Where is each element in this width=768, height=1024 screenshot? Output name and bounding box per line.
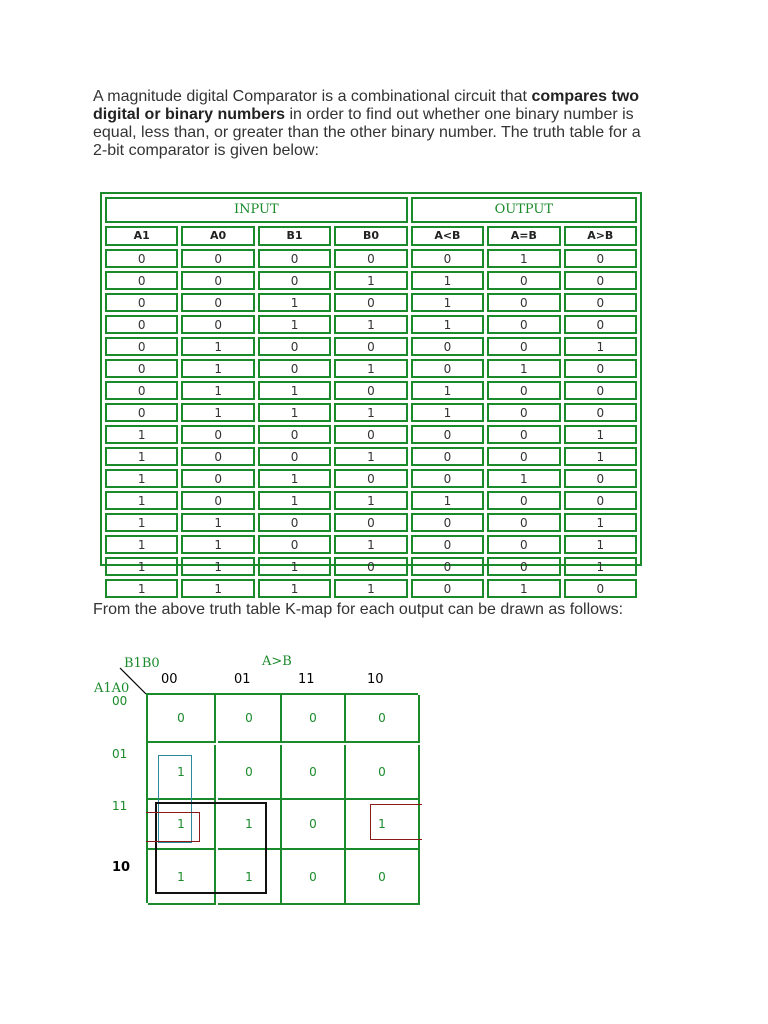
table-cell: 1 [105, 579, 178, 598]
table-cell: 0 [487, 315, 560, 334]
table-cell: 1 [181, 579, 254, 598]
table-cell: 0 [564, 249, 637, 268]
truth-table [100, 192, 642, 596]
table-cell: 1 [487, 469, 560, 488]
table-cell: 0 [487, 403, 560, 422]
table-cell: 1 [258, 491, 331, 510]
table-cell: 1 [334, 579, 407, 598]
table-cell: 1 [258, 403, 331, 422]
column-header: A0 [181, 226, 254, 246]
table-cell: 0 [105, 381, 178, 400]
table-cell: 1 [105, 491, 178, 510]
kmap-cell: 1 [148, 800, 216, 850]
table-cell: 1 [411, 491, 484, 510]
table-cell: 0 [411, 249, 484, 268]
kmap-row-label: 00 [112, 694, 128, 708]
table-cell: 0 [258, 425, 331, 444]
table-cell: 0 [334, 557, 407, 576]
table-cell: 0 [258, 337, 331, 356]
table-cell: 1 [258, 381, 331, 400]
table-cell: 0 [334, 249, 407, 268]
table-cell: 0 [411, 579, 484, 598]
kmap-corner-diagonal [90, 648, 170, 698]
intro-text-before: A magnitude digital Comparator is a combinational circuit that [93, 88, 532, 105]
table-cell: 0 [181, 469, 254, 488]
table-cell: 1 [181, 337, 254, 356]
kmap-col-variable: B1B0 [124, 656, 160, 671]
table-row [105, 359, 637, 378]
kmap-cell: 1 [218, 800, 282, 850]
table-row [105, 271, 637, 290]
table-cell: 0 [487, 425, 560, 444]
table-cell: 0 [258, 249, 331, 268]
kmap-cell: 1 [218, 850, 282, 905]
kmap-cell: 1 [346, 800, 420, 850]
kmap-cell: 1 [148, 745, 216, 800]
table-row [105, 337, 637, 356]
table-cell: 1 [105, 513, 178, 532]
table-cell: 0 [487, 513, 560, 532]
kmap-cell: 0 [346, 850, 420, 905]
table-row [105, 513, 637, 532]
table-cell: 0 [564, 271, 637, 290]
kmap-group-red-right [370, 804, 422, 840]
table-cell: 0 [487, 381, 560, 400]
output-group-header: OUTPUT [411, 197, 637, 223]
truth-table-grid [102, 194, 640, 601]
table-row [105, 469, 637, 488]
table-cell: 0 [564, 403, 637, 422]
table-cell: 1 [564, 425, 637, 444]
table-cell: 1 [258, 315, 331, 334]
column-header: A=B [487, 226, 560, 246]
table-cell: 0 [564, 579, 637, 598]
kmap-cell: 0 [218, 695, 282, 743]
column-header: B0 [334, 226, 407, 246]
kmap-col-label: 11 [298, 672, 315, 687]
table-cell: 1 [411, 315, 484, 334]
kmap-group-red-left [146, 812, 200, 842]
column-header: B1 [258, 226, 331, 246]
kmap-cell: 0 [148, 695, 216, 743]
table-cell: 0 [258, 359, 331, 378]
table-row [105, 249, 637, 268]
table-cell: 1 [334, 447, 407, 466]
table-cell: 0 [487, 271, 560, 290]
table-cell: 0 [258, 513, 331, 532]
table-row [105, 535, 637, 554]
table-cell: 1 [181, 513, 254, 532]
table-cell: 0 [564, 315, 637, 334]
table-cell: 0 [258, 271, 331, 290]
table-row [105, 579, 637, 598]
table-cell: 0 [564, 469, 637, 488]
intro-bold-text: compares two digital or binary numbers [93, 88, 640, 123]
table-cell: 0 [105, 249, 178, 268]
column-header: A<B [411, 226, 484, 246]
table-cell: 0 [181, 293, 254, 312]
kmap-col-label: 01 [234, 672, 251, 687]
kmap-title: A>B [262, 654, 292, 669]
table-cell: 0 [411, 557, 484, 576]
table-cell: 0 [564, 359, 637, 378]
table-cell: 0 [334, 293, 407, 312]
kmap-cell: 0 [282, 695, 346, 743]
table-cell: 1 [564, 337, 637, 356]
table-cell: 0 [411, 337, 484, 356]
table-cell: 0 [564, 293, 637, 312]
table-cell: 1 [564, 535, 637, 554]
kmap-intro-paragraph: From the above truth table K-map for each output can be drawn as follows: [93, 601, 624, 618]
table-cell: 1 [334, 359, 407, 378]
table-cell: 1 [181, 535, 254, 554]
table-cell: 1 [334, 315, 407, 334]
table-cell: 0 [487, 337, 560, 356]
table-cell: 1 [411, 271, 484, 290]
table-cell: 0 [334, 337, 407, 356]
table-cell: 0 [334, 381, 407, 400]
table-cell: 0 [181, 447, 254, 466]
table-row [105, 557, 637, 576]
intro-paragraph [93, 88, 653, 160]
table-cell: 1 [334, 403, 407, 422]
kmap-row-label: 01 [112, 746, 128, 761]
table-row [105, 491, 637, 510]
column-header: A>B [564, 226, 637, 246]
table-cell: 0 [258, 447, 331, 466]
table-cell: 1 [105, 469, 178, 488]
table-cell: 1 [564, 447, 637, 466]
table-cell: 1 [105, 557, 178, 576]
kmap-cell: 0 [282, 850, 346, 905]
table-cell: 0 [105, 271, 178, 290]
table-cell: 1 [105, 425, 178, 444]
table-cell: 1 [334, 491, 407, 510]
table-cell: 0 [411, 513, 484, 532]
column-header: A1 [105, 226, 178, 246]
table-row [105, 315, 637, 334]
table-cell: 1 [258, 293, 331, 312]
table-cell: 0 [334, 469, 407, 488]
kmap-cell: 0 [346, 745, 420, 800]
table-cell: 1 [487, 359, 560, 378]
kmap-cell: 0 [282, 745, 346, 800]
table-cell: 0 [411, 469, 484, 488]
table-row [105, 425, 637, 444]
table-cell: 1 [334, 271, 407, 290]
table-cell: 0 [105, 293, 178, 312]
table-cell: 0 [334, 425, 407, 444]
kmap-a-greater-b [90, 648, 430, 908]
table-cell: 1 [411, 403, 484, 422]
table-cell: 0 [411, 425, 484, 444]
table-cell: 1 [181, 403, 254, 422]
table-row [105, 293, 637, 312]
table-cell: 0 [105, 403, 178, 422]
table-cell: 0 [411, 535, 484, 554]
table-cell: 0 [181, 271, 254, 290]
table-cell: 0 [411, 447, 484, 466]
table-cell: 0 [258, 535, 331, 554]
table-cell: 0 [487, 557, 560, 576]
column-header-row [105, 226, 637, 246]
table-cell: 0 [181, 491, 254, 510]
table-cell: 0 [487, 535, 560, 554]
kmap-row-label: 11 [112, 799, 128, 813]
kmap-cell: 0 [282, 800, 346, 850]
table-cell: 1 [105, 447, 178, 466]
table-row [105, 447, 637, 466]
kmap-cell: 0 [346, 695, 420, 743]
table-cell: 1 [487, 249, 560, 268]
table-cell: 1 [181, 557, 254, 576]
table-cell: 0 [487, 293, 560, 312]
table-cell: 1 [258, 579, 331, 598]
table-cell: 0 [181, 425, 254, 444]
table-cell: 1 [411, 293, 484, 312]
table-cell: 1 [181, 381, 254, 400]
kmap-col-label: 10 [367, 672, 384, 687]
truth-table-body [105, 249, 637, 598]
table-cell: 0 [105, 359, 178, 378]
table-cell: 0 [487, 447, 560, 466]
table-cell: 1 [105, 535, 178, 554]
table-cell: 0 [181, 315, 254, 334]
table-cell: 1 [564, 557, 637, 576]
table-row [105, 381, 637, 400]
table-cell: 0 [105, 337, 178, 356]
table-cell: 0 [564, 381, 637, 400]
table-row [105, 403, 637, 422]
kmap-cell: 1 [148, 850, 216, 905]
table-cell: 0 [105, 315, 178, 334]
table-cell: 1 [487, 579, 560, 598]
kmap-row-variable: A1A0 [94, 681, 130, 696]
table-cell: 1 [334, 535, 407, 554]
table-cell: 0 [487, 491, 560, 510]
table-cell: 1 [258, 469, 331, 488]
input-group-header: INPUT [105, 197, 408, 223]
kmap-col-label: 00 [161, 672, 178, 687]
table-cell: 0 [181, 249, 254, 268]
table-cell: 1 [564, 513, 637, 532]
table-cell: 0 [411, 359, 484, 378]
table-cell: 1 [181, 359, 254, 378]
table-cell: 1 [411, 381, 484, 400]
table-cell: 0 [564, 491, 637, 510]
kmap-cell: 0 [218, 745, 282, 800]
intro-text-after: in order to find out whether one binary number is equal, less than, or greater than the other binary number. The truth table for a 2-bit comparator is given below: [93, 106, 641, 159]
table-cell: 0 [334, 513, 407, 532]
kmap-row-label: 10 [112, 859, 131, 875]
table-cell: 1 [258, 557, 331, 576]
